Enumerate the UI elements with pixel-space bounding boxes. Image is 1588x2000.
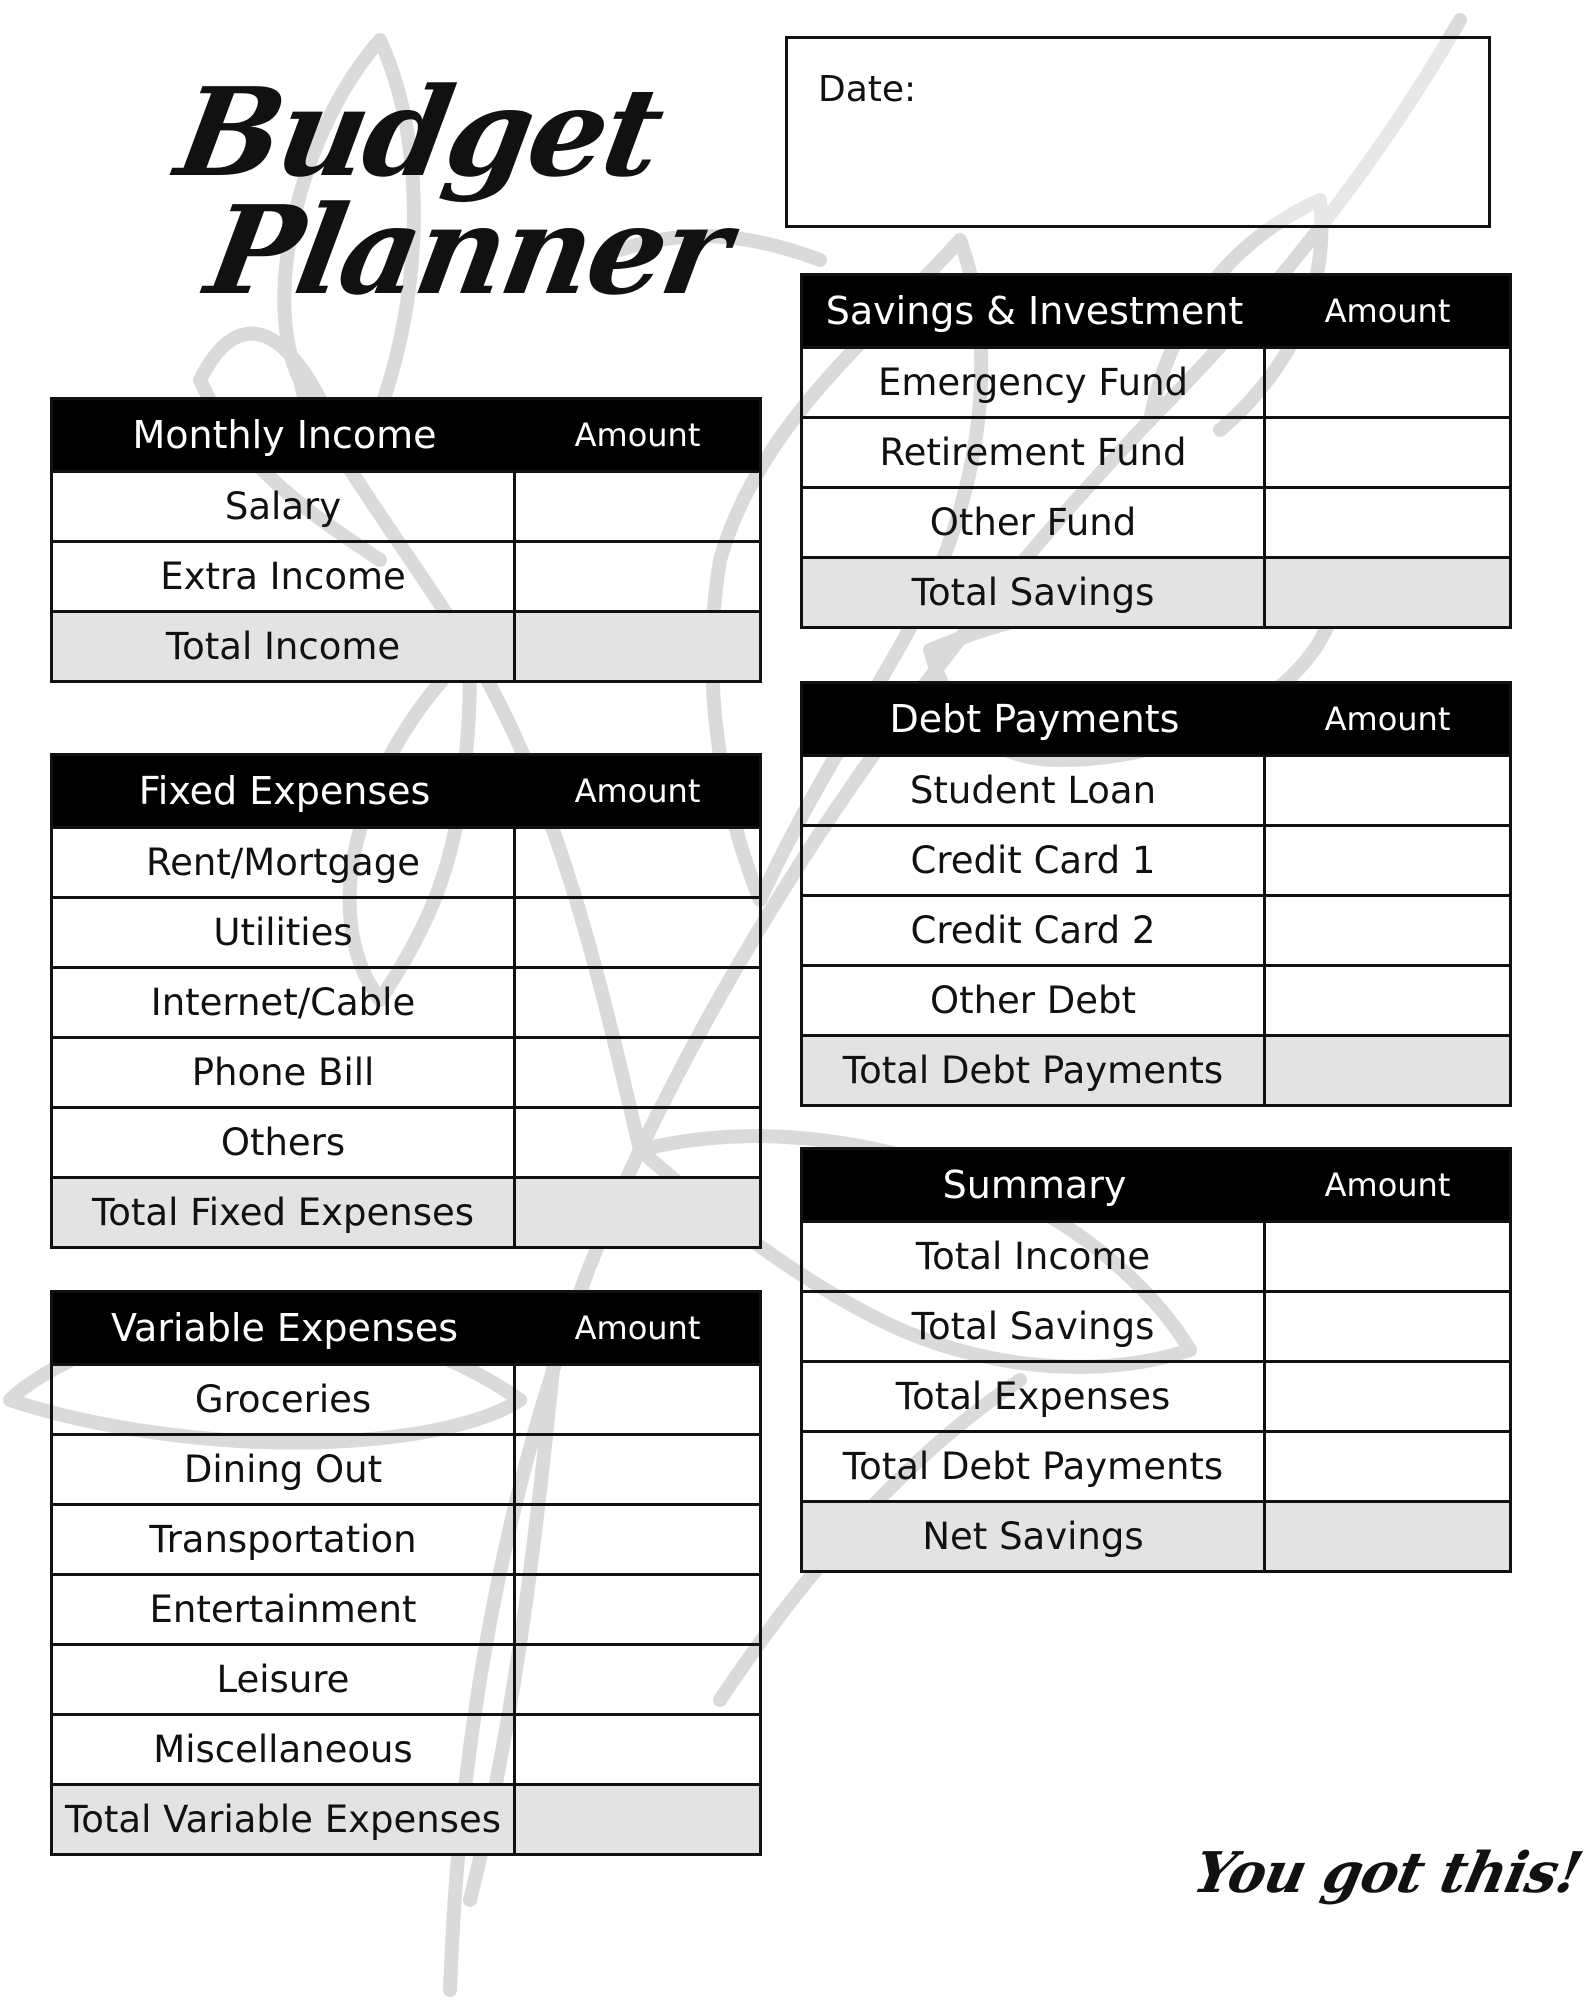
amount-cell	[516, 969, 759, 1036]
total-row	[53, 1176, 759, 1246]
amount-input[interactable]	[1266, 1292, 1509, 1361]
amount-cell	[516, 1786, 759, 1853]
date-box	[785, 36, 1491, 228]
monthly-income-table	[50, 397, 762, 683]
amount-input[interactable]	[516, 1108, 759, 1177]
amount-cell	[1266, 1363, 1509, 1430]
amount-heading: Amount	[1324, 700, 1451, 738]
table-row	[53, 896, 759, 966]
total-amount-input[interactable]	[516, 612, 759, 681]
row-label: Total Income	[803, 1223, 1266, 1290]
amount-input[interactable]	[516, 1365, 759, 1434]
amount-input[interactable]	[516, 968, 759, 1037]
amount-cell	[1266, 1503, 1509, 1570]
amount-input[interactable]	[516, 1645, 759, 1714]
table-row	[53, 1573, 759, 1643]
amount-cell	[1266, 419, 1509, 486]
page-title	[167, 60, 739, 330]
row-label: Other Fund	[803, 489, 1266, 556]
amount-input[interactable]	[516, 1038, 759, 1107]
amount-cell	[1266, 827, 1509, 894]
table-row	[53, 470, 759, 540]
variable-expenses-table	[50, 1290, 762, 1856]
amount-input[interactable]	[1266, 826, 1509, 895]
row-label: Utilities	[53, 899, 516, 966]
total-amount-input[interactable]	[1266, 1036, 1509, 1105]
table-row	[53, 540, 759, 610]
table-row	[803, 754, 1509, 824]
amount-cell	[516, 613, 759, 680]
amount-heading: Amount	[574, 1309, 701, 1347]
row-label: Others	[53, 1109, 516, 1176]
amount-cell	[1266, 1223, 1509, 1290]
total-label: Total Debt Payments	[803, 1037, 1266, 1104]
row-label: Rent/Mortgage	[53, 829, 516, 896]
total-label: Total Savings	[803, 559, 1266, 626]
amount-cell	[516, 473, 759, 540]
amount-cell	[1266, 1433, 1509, 1500]
table-row	[803, 894, 1509, 964]
amount-cell	[516, 1039, 759, 1106]
table-row	[53, 826, 759, 896]
table-row	[803, 1360, 1509, 1430]
amount-cell	[516, 829, 759, 896]
table-header	[803, 276, 1509, 346]
amount-cell	[1266, 1293, 1509, 1360]
total-label: Total Fixed Expenses	[53, 1179, 516, 1246]
date-label: Date:	[818, 69, 917, 110]
amount-heading: Amount	[1324, 292, 1451, 330]
row-label: Total Expenses	[803, 1363, 1266, 1430]
amount-input[interactable]	[1266, 896, 1509, 965]
amount-input[interactable]	[1266, 1432, 1509, 1501]
table-header	[53, 400, 759, 470]
amount-cell	[516, 1436, 759, 1503]
total-row	[53, 610, 759, 680]
savings-investment-table	[800, 273, 1512, 629]
table-row	[803, 1430, 1509, 1500]
amount-cell	[1266, 559, 1509, 626]
amount-cell	[516, 899, 759, 966]
row-label: Entertainment	[53, 1576, 516, 1643]
table-header	[803, 1150, 1509, 1220]
amount-cell	[516, 1716, 759, 1783]
amount-heading: Amount	[1324, 1166, 1451, 1204]
amount-cell	[1266, 897, 1509, 964]
amount-cell	[516, 1179, 759, 1246]
amount-cell	[1266, 349, 1509, 416]
table-row	[803, 824, 1509, 894]
table-heading: Debt Payments	[889, 697, 1180, 741]
title-line-budget: Budget	[167, 60, 672, 204]
table-header	[53, 1293, 759, 1363]
closing-message: You got this!	[1187, 1840, 1588, 1906]
amount-input[interactable]	[516, 1715, 759, 1784]
total-amount-input[interactable]	[516, 1178, 759, 1247]
total-label: Total Income	[53, 613, 516, 680]
amount-input[interactable]	[516, 472, 759, 541]
amount-input[interactable]	[1266, 1362, 1509, 1431]
table-row	[803, 1290, 1509, 1360]
amount-input[interactable]	[516, 1435, 759, 1504]
amount-input[interactable]	[516, 1575, 759, 1644]
amount-cell	[516, 1576, 759, 1643]
total-amount-input[interactable]	[516, 1785, 759, 1854]
summary-table	[800, 1147, 1512, 1573]
debt-payments-table	[800, 681, 1512, 1107]
row-label: Emergency Fund	[803, 349, 1266, 416]
amount-input[interactable]	[1266, 966, 1509, 1035]
total-amount-input[interactable]	[1266, 1502, 1509, 1571]
table-row	[53, 966, 759, 1036]
total-row	[803, 1034, 1509, 1104]
row-label: Leisure	[53, 1646, 516, 1713]
total-label: Net Savings	[803, 1503, 1266, 1570]
amount-input[interactable]	[516, 1505, 759, 1574]
row-label: Internet/Cable	[53, 969, 516, 1036]
amount-cell	[1266, 757, 1509, 824]
row-label: Dining Out	[53, 1436, 516, 1503]
row-label: Student Loan	[803, 757, 1266, 824]
amount-input[interactable]	[1266, 488, 1509, 557]
total-amount-input[interactable]	[1266, 558, 1509, 627]
amount-cell	[516, 543, 759, 610]
amount-input[interactable]	[1266, 756, 1509, 825]
table-heading: Savings & Investment	[825, 289, 1244, 333]
amount-cell	[516, 1109, 759, 1176]
table-heading: Fixed Expenses	[138, 769, 431, 813]
amount-cell	[516, 1506, 759, 1573]
row-label: Extra Income	[53, 543, 516, 610]
row-label: Miscellaneous	[53, 1716, 516, 1783]
table-row	[53, 1106, 759, 1176]
total-row	[803, 1500, 1509, 1570]
table-header	[803, 684, 1509, 754]
amount-input[interactable]	[1266, 1222, 1509, 1291]
table-heading: Summary	[942, 1163, 1127, 1207]
total-row	[803, 556, 1509, 626]
table-row	[53, 1036, 759, 1106]
amount-cell	[516, 1646, 759, 1713]
table-row	[53, 1713, 759, 1783]
row-label: Credit Card 2	[803, 897, 1266, 964]
row-label: Total Debt Payments	[803, 1433, 1266, 1500]
table-row	[53, 1433, 759, 1503]
amount-cell	[1266, 489, 1509, 556]
title-line-planner: Planner	[197, 178, 739, 322]
table-header	[53, 756, 759, 826]
row-label: Retirement Fund	[803, 419, 1266, 486]
table-heading: Variable Expenses	[111, 1306, 458, 1350]
amount-input[interactable]	[516, 828, 759, 897]
total-label: Total Variable Expenses	[53, 1786, 516, 1853]
amount-input[interactable]	[516, 542, 759, 611]
amount-cell	[1266, 1037, 1509, 1104]
row-label: Salary	[53, 473, 516, 540]
amount-heading: Amount	[574, 772, 701, 810]
row-label: Phone Bill	[53, 1039, 516, 1106]
total-row	[53, 1783, 759, 1853]
table-row	[803, 346, 1509, 416]
table-heading: Monthly Income	[132, 413, 437, 457]
row-label: Total Savings	[803, 1293, 1266, 1360]
fixed-expenses-table	[50, 753, 762, 1249]
amount-input[interactable]	[516, 898, 759, 967]
table-row	[803, 416, 1509, 486]
table-row	[53, 1503, 759, 1573]
row-label: Transportation	[53, 1506, 516, 1573]
row-label: Credit Card 1	[803, 827, 1266, 894]
amount-input[interactable]	[1266, 348, 1509, 417]
row-label: Other Debt	[803, 967, 1266, 1034]
date-input[interactable]	[918, 61, 1462, 111]
table-row	[53, 1643, 759, 1713]
row-label: Groceries	[53, 1366, 516, 1433]
table-row	[803, 964, 1509, 1034]
amount-cell	[1266, 967, 1509, 1034]
table-row	[803, 1220, 1509, 1290]
amount-cell	[516, 1366, 759, 1433]
amount-heading: Amount	[574, 416, 701, 454]
amount-input[interactable]	[1266, 418, 1509, 487]
table-row	[53, 1363, 759, 1433]
table-row	[803, 486, 1509, 556]
